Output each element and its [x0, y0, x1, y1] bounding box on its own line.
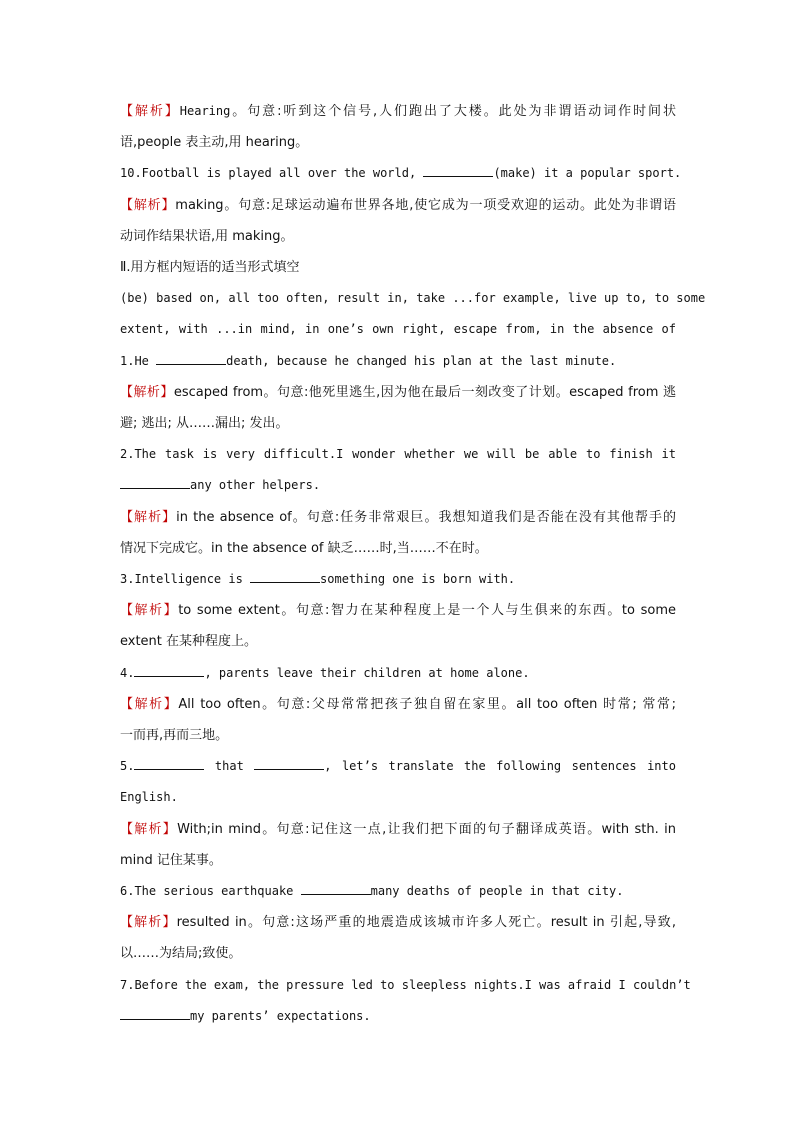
answer-line [120, 814, 676, 845]
blank [301, 883, 371, 895]
answer-line: extent 在某种程度上。 [120, 634, 258, 650]
question-text: 1.He [120, 353, 157, 368]
question-2: 2.The task is very difficult.I wonder whether we will be able to finish it [120, 447, 676, 462]
analysis-tag: 【解析】 [120, 384, 174, 400]
question-1 [120, 346, 676, 377]
analysis-tag: 【解析】 [120, 104, 180, 119]
question-text: , let’s translate the following sentences into [324, 759, 676, 774]
answer-line [120, 190, 676, 221]
question-7: 7.Before the exam, the pressure led to sleepless nights.I was afraid I couldn’t [120, 977, 691, 992]
explanation-text: 。句意:听到这个信号,人们跑出了大楼。此处为非谓语动词作时间状 [230, 104, 676, 119]
answer-line [120, 595, 676, 626]
analysis-tag: 【解析】 [120, 197, 176, 213]
answer-line [120, 96, 676, 127]
analysis-tag: 【解析】 [120, 821, 178, 837]
answer-line: 情况下完成它。in the absence of 缺乏……时,当……不在时。 [120, 540, 488, 556]
question-3 [120, 564, 676, 595]
question-text: that [204, 759, 255, 774]
question-6 [120, 876, 676, 907]
blank [250, 571, 320, 583]
question-text: 10.Football is played all over the world, [120, 166, 424, 181]
question-text: , parents leave their children at home alone. [204, 665, 530, 680]
explanation-text: resulted in。句意:这场严重的地震造成该城市许多人死亡。result in 引起,导致, [176, 915, 676, 931]
explanation-text: in the absence of。句意:任务非常艰巨。我想知道我们是否能在没有其他帮手的 [176, 509, 676, 525]
analysis-tag: 【解析】 [120, 915, 177, 931]
blank [134, 758, 204, 770]
question-text: my parents’ expectations. [190, 1008, 371, 1023]
analysis-tag: 【解析】 [120, 603, 179, 619]
explanation-text: making。句意:足球运动遍布世界各地,使它成为一项受欢迎的运动。此处为非谓语 [175, 197, 676, 213]
blank [254, 758, 324, 770]
analysis-tag: 【解析】 [120, 509, 177, 525]
question-5 [120, 751, 676, 782]
blank [156, 353, 226, 365]
answer-line: 动词作结果状语,用 making。 [120, 228, 294, 244]
question-text: 3.Intelligence is [120, 572, 251, 587]
phrase-box-line: extent, with ...in mind, in one’s own right, escape from, in the absence of [120, 322, 676, 337]
question-4 [120, 658, 676, 689]
explanation-text: All too often。句意:父母常常把孩子独自留在家里。all too often 时常; 常常; [178, 696, 676, 712]
question-2-cont [120, 470, 676, 501]
question-text: any other helpers. [190, 478, 321, 493]
question-7-cont [120, 1001, 676, 1032]
blank [120, 1008, 190, 1020]
question-text: (make) it a popular sport. [493, 166, 682, 181]
question-5-cont: English. [120, 790, 178, 805]
answer-line: mind 记住某事。 [120, 852, 222, 868]
answer-line [120, 689, 676, 720]
analysis-tag: 【解析】 [120, 696, 179, 712]
question-text: death, because he changed his plan at the last minute. [226, 353, 617, 368]
blank [134, 665, 204, 677]
blank [120, 477, 190, 489]
explanation-text: escaped from。句意:他死里逃生,因为他在最后一刻改变了计划。escaped from 逃 [173, 384, 676, 400]
blank [423, 165, 493, 177]
question-text: 6.The serious earthquake [120, 884, 301, 899]
question-text: many deaths of people in that city. [370, 884, 624, 899]
answer-line: 一而再,再而三地。 [120, 728, 229, 744]
document-page [120, 96, 706, 1032]
question-text: 4. [120, 665, 135, 680]
answer-line [120, 377, 676, 408]
phrase-box-line: (be) based on, all too often, result in, take ...for example, live up to, to some [120, 291, 706, 306]
answer-line: 语,people 表主动,用 hearing。 [120, 135, 309, 151]
explanation-text: to some extent。句意:智力在某种程度上是一个人与生俱来的东西。to some [178, 603, 676, 619]
answer-line: 以……为结局;致使。 [120, 946, 242, 962]
answer-line [120, 502, 676, 533]
question-10 [120, 158, 682, 189]
question-text: something one is born with. [320, 572, 516, 587]
section-title: Ⅱ.用方框内短语的适当形式填空 [120, 260, 300, 276]
explanation-text: With;in mind。句意:记住这一点,让我们把下面的句子翻译成英语。with sth. in [177, 821, 676, 837]
answer-line: 避; 逃出; 从……漏出; 发出。 [120, 416, 289, 432]
answer-text: Hearing [179, 104, 231, 118]
answer-line [120, 907, 676, 938]
question-text: 5. [120, 759, 135, 774]
